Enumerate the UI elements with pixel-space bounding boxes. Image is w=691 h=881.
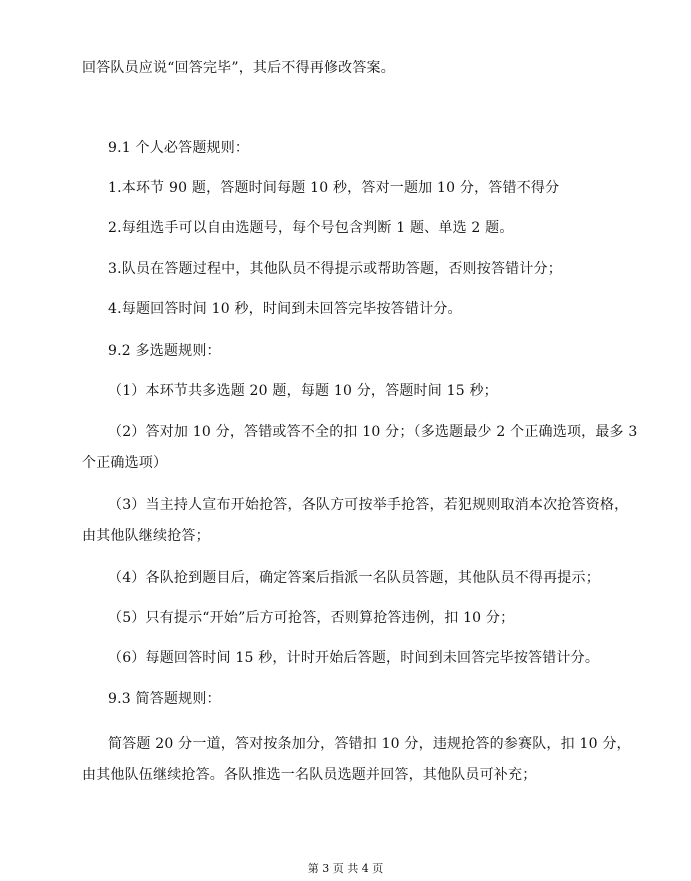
section-heading-9-2: 9.2 多选题规则： bbox=[108, 343, 221, 359]
rule-item: （6）每题回答时间 15 秒，计时开始后答题，时间到未回答完毕按答错计分。 bbox=[108, 650, 600, 666]
rule-item-continuation: 个正确选项） bbox=[82, 455, 168, 471]
rule-item: （5）只有提示“开始”后方可抢答，否则算抢答违例，扣 10 分； bbox=[108, 610, 515, 626]
rule-item: （3）当主持人宣布开始抢答，各队方可按举手抢答，若犯规则取消本次抢答资格， bbox=[108, 497, 629, 513]
paragraph-line-continuation: 由其他队伍继续抢答。各队推选一名队员选题并回答，其他队员可补充； bbox=[82, 767, 537, 783]
rule-item: （1）本环节共多选题 20 题，每题 10 分，答题时间 15 秒； bbox=[108, 383, 498, 399]
rule-item-continuation: 由其他队继续抢答； bbox=[82, 528, 210, 544]
page-footer: 第 3 页 共 4 页 bbox=[307, 862, 384, 875]
section-heading-9-3: 9.3 简答题规则： bbox=[108, 691, 221, 707]
rule-item: 4.每题回答时间 10 秒，时间到未回答完毕按答错计分。 bbox=[108, 301, 462, 317]
rule-item: （2）答对加 10 分，答错或答不全的扣 10 分；（多选题最少 2 个正确选项，最多 3 bbox=[108, 424, 638, 440]
paragraph-line: 简答题 20 分一道，答对按条加分，答错扣 10 分，违规抢答的参赛队，扣 10 分， bbox=[108, 736, 631, 752]
rule-item: 3.队员在答题过程中，其他队员不得提示或帮助答题，否则按答错计分； bbox=[108, 261, 562, 277]
section-heading-9-1: 9.1 个人必答题规则： bbox=[108, 140, 250, 156]
rule-item: （4）各队抢到题目后，确定答案后指派一名队员答题，其他队员不得再提示； bbox=[108, 570, 600, 586]
rule-item: 2.每组选手可以自由选题号，每个号包含判断 1 题、单选 2 题。 bbox=[108, 220, 514, 236]
paragraph-line: 回答队员应说“回答完毕”，其后不得再修改答案。 bbox=[82, 60, 395, 76]
rule-item: 1.本环节 90 题，答题时间每题 10 秒，答对一题加 10 分，答错不得分 bbox=[108, 180, 560, 196]
